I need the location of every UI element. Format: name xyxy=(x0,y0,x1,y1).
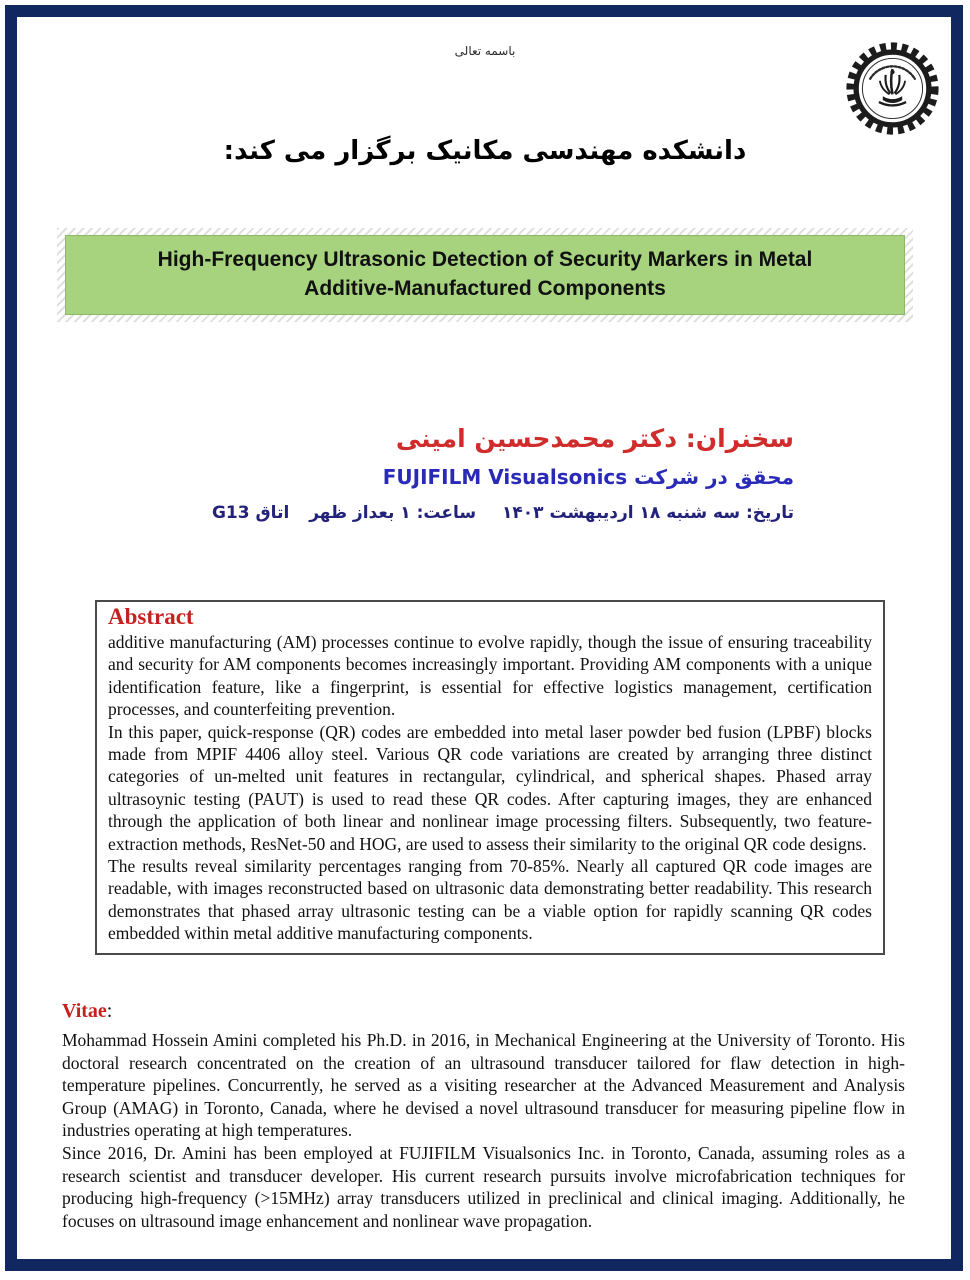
vitae-section xyxy=(62,1000,905,1232)
sharif-university-logo-icon xyxy=(844,40,941,137)
abstract-paragraph-3: The results reveal similarity percentages ranging from 70-85%. Nearly all captured QR code images are readable, with images reconstructed based on ultrasonic data demonstrating better readability. This research demonstrates that phased array ultrasonic testing can be a viable option for rapidly scanning QR codes embedded within metal additive manufacturing components. xyxy=(108,856,872,944)
speaker-affiliation: محقق در شرکت FUJIFILM Visualsonics xyxy=(382,465,794,489)
seminar-title-line2: Additive-Manufactured Components xyxy=(304,277,666,300)
vitae-paragraph-1: Mohammad Hossein Amini completed his Ph.D. in 2016, in Mechanical Engineering at the University of Toronto. His doctoral research concentrated on the creation of an ultrasound transducer tailored for flaw detection in high-temperature pipelines. Concurrently, he served as a visiting researcher at the Advanced Measurement and Analysis Group (AMAG) in Toronto, Canada, where he devised a novel ultrasound transducer for measuring pipeline flow in industries operating at high temperatures. xyxy=(62,1030,905,1141)
abstract-paragraph-1: additive manufacturing (AM) processes continue to evolve rapidly, though the issue of ensuring traceability and security for AM components becomes increasingly important. Providing AM components with a unique identification feature, like a fingerprint, is essential for effective logistics management, certification processes, and counterfeiting prevention. xyxy=(108,632,872,720)
seminar-datetime xyxy=(212,503,794,523)
seminar-room: اتاق G13 xyxy=(211,503,290,523)
vitae-heading-colon: : xyxy=(106,1000,113,1022)
abstract-heading: Abstract xyxy=(108,604,194,629)
basmala-text: باسمه تعالی xyxy=(454,44,516,58)
vitae-heading xyxy=(62,1000,905,1023)
seminar-title-line1: High-Frequency Ultrasonic Detection of Security Markers in Metal xyxy=(157,248,813,271)
seminar-date: تاریخ: سه شنبه ۱۸ اردیبهشت ۱۴۰۳ xyxy=(502,503,794,523)
abstract-box xyxy=(95,600,885,955)
vitae-paragraph-2: Since 2016, Dr. Amini has been employed at FUJIFILM Visualsonics Inc. in Toronto, Canada, assuming roles as a research scientist and transducer developer. His current research pursuits involve microfabrication techniques for producing high-frequency (>15MHz) array transducers utilized in preclinical and clinical imaging. Additionally, he focuses on ultrasound image enhancement and nonlinear wave propagation. xyxy=(62,1142,905,1231)
speaker-info-block xyxy=(212,424,794,523)
seminar-time: ساعت: ۱ بعداز ظهر xyxy=(309,503,477,523)
vitae-heading-label: Vitae xyxy=(62,1000,107,1022)
org-heading: دانشکده مهندسی مکانیک برگزار می کند: xyxy=(223,136,747,166)
abstract-paragraph-2: In this paper, quick-response (QR) codes are embedded into metal laser powder bed fusion (LPBF) blocks made from MPIF 4406 alloy steel. Various QR code variations are created by arranging three distinct categories of un-melted unit features in rectangular, cylindrical, and spherical shapes. Phased array ultrasoynic testing (PAUT) is used to read these QR codes. After capturing images, they are enhanced through the application of both linear and nonlinear image processing filters. Subsequently, two feature-extraction methods, ResNet-50 and HOG, are used to assess their similarity to the original QR code designs. xyxy=(108,721,872,854)
speaker-name: سخنران: دکتر محمدحسین امینی xyxy=(395,424,794,453)
seminar-title-banner xyxy=(65,235,905,315)
title-banner-hatch-border xyxy=(57,228,913,322)
